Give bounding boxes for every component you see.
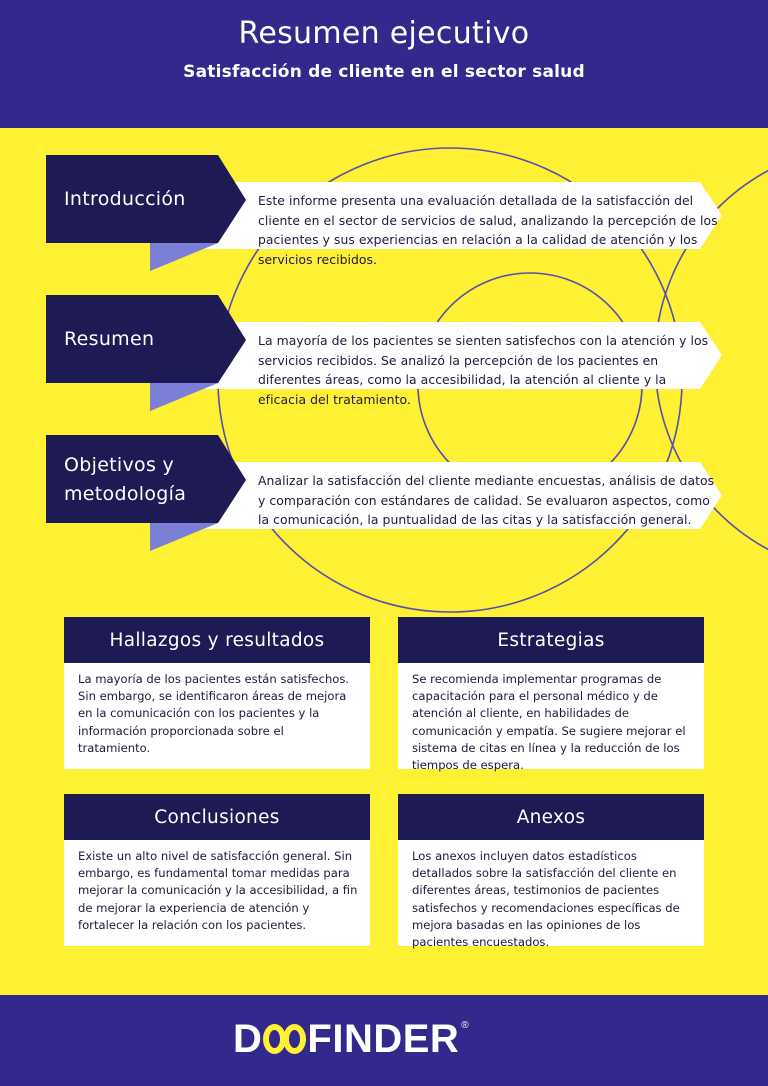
card-title: Anexos [398,794,704,840]
footer-banner [0,995,768,1086]
section-text: Analizar la satisfacción del cliente mediante encuestas, análisis de datos y comparación con estándares de calidad. Se evaluaron aspectos, como la comunicación, la puntualidad de las citas y la satisfacción general. [258,473,715,527]
doofinder-logo: D FINDER ® [233,1016,470,1061]
card-title: Hallazgos y resultados [64,617,370,663]
section-text: Este informe presenta una evaluación detallada de la satisfacción del cliente en el sector de servicios de salud, analizando la percepción de los pacientes y sus experiencias en relación a la calidad de atención y los servicios recibidos. [258,193,718,267]
card-body: Existe un alto nivel de satisfacción general. Sin embargo, es fundamental tomar medidas para mejorar la comunicación y la accesibilidad, a fin de mejorar la experiencia de atención y fortalecer la relación con los pacientes. [64,840,370,946]
page-subtitle: Satisfacción de cliente en el sector salud [183,62,585,82]
page-title: Resumen ejecutivo [238,16,530,51]
card-hallazgos [64,617,370,769]
section-introduccion [0,155,768,295]
infinity-oo-icon [263,1024,306,1054]
section-text: La mayoría de los pacientes se sienten satisfechos con la atención y los servicios recibidos. Se analizó la percepción de los pacientes en diferentes áreas, como la accesibilidad, la atención al cliente y la eficacia del tratamiento. [258,333,709,407]
card-body: Los anexos incluyen datos estadísticos detallados sobre la satisfacción del cliente en diferentes áreas, testimonios de pacientes satisfechos y recomendaciones específicas de mejora basadas en las opiniones de los pacientes encuestados. [398,840,704,946]
card-estrategias [398,617,704,773]
card-title: Estrategias [398,617,704,663]
card-body: La mayoría de los pacientes están satisfechos. Sin embargo, se identificaron áreas de mejora en la comunicación con los pacientes y la información proporcionada sobre el tratamiento. [64,663,370,769]
section-label: Objetivos y metodología [64,454,187,505]
registered-mark: ® [461,1019,470,1031]
section-resumen [0,295,768,435]
card-body: Se recomienda implementar programas de capacitación para el personal médico y de atención al cliente, en habilidades de comunicación y empatía. Se sugiere mejorar el sistema de citas en línea y la reducción de los tiempos de espera. [398,663,704,769]
section-label: Resumen [64,328,155,350]
section-label: Introducción [64,188,186,210]
card-conclusiones [64,794,370,946]
card-title: Conclusiones [64,794,370,840]
section-objetivos-metodologia [0,435,768,575]
card-anexos [398,794,704,950]
header-banner [0,0,768,128]
